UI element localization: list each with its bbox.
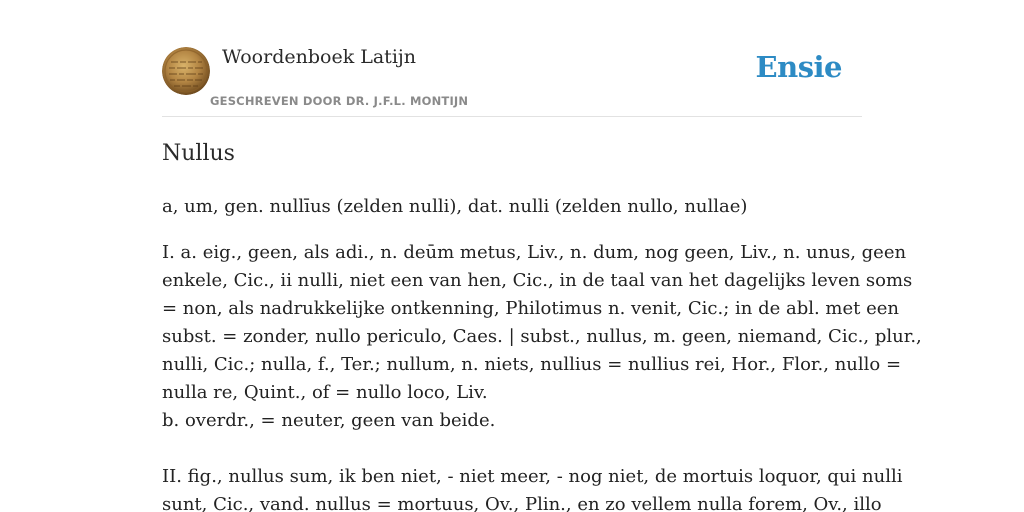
- coin-icon[interactable]: [162, 47, 210, 95]
- definition: [162, 239, 922, 512]
- headword: Nullus: [162, 141, 235, 166]
- definition-line: = non, als nadrukkelijke ontkenning, Philotimus n. venit, Cic.; in de abl. met een: [162, 298, 899, 319]
- paragraph-gap: [162, 435, 882, 463]
- ensie-logo-link[interactable]: Ensie: [755, 50, 842, 84]
- header: [162, 0, 862, 117]
- definition-line: nulla re, Quint., of = nullo loco, Liv.: [162, 382, 488, 403]
- definition-line: subst. = zonder, nullo periculo, Caes. | subst., nullus, m. geen, niemand, Cic., plur.,: [162, 326, 922, 347]
- definition-line: II. fig., nullus sum, ik ben niet, - niet meer, - nog niet, de mortuis loquor, qui nulli: [162, 466, 903, 487]
- definition-line: I. a. eig., geen, als adi., n. deūm metus, Liv., n. dum, nog geen, Liv., n. unus, geen: [162, 242, 907, 263]
- grammar-info: a, um, gen. nullīus (zelden nulli), dat. nulli (zelden nullo, nullae): [162, 196, 748, 217]
- definition-line: b. overdr., = neuter, geen van beide.: [162, 410, 496, 431]
- definition-line: sunt, Cic., vand. nullus = mortuus, Ov., Plin., en zo vellem nulla forem, Ov., illo: [162, 494, 882, 512]
- page: [162, 0, 922, 512]
- definition-line: enkele, Cic., ii nulli, niet een van hen, Cic., in de taal van het dagelijks leven soms: [162, 270, 913, 291]
- author-byline: GESCHREVEN DOOR DR. J.F.L. MONTIJN: [210, 94, 469, 108]
- book-title[interactable]: Woordenboek Latijn: [222, 46, 417, 68]
- definition-line: nulli, Cic.; nulla, f., Ter.; nullum, n. niets, nullius = nullius rei, Hor., Flor., nullo =: [162, 354, 902, 375]
